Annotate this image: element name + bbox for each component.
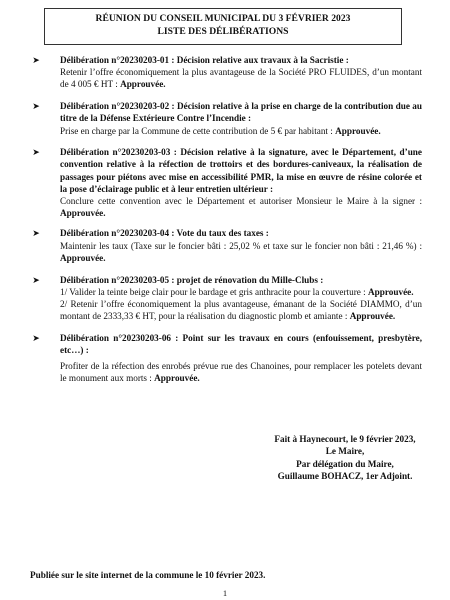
- arrow-bullet-icon: ➤: [32, 101, 40, 112]
- deliberation-heading: Délibération n°20230203-01 : Décision relative aux travaux à la Sacristie :: [60, 55, 349, 65]
- arrow-bullet-icon: ➤: [32, 332, 40, 343]
- result-label: Approuvée.: [349, 311, 396, 322]
- deliberation-text: Retenir l’offre économiquement la plus avantageuse de la Société PRO FLUIDES, d’un montant de 4 005 € HT : Approuvée.: [60, 67, 422, 90]
- deliberation-item: [30, 274, 422, 323]
- arrow-bullet-icon: ➤: [32, 147, 40, 158]
- deliberation-text: Maintenir les taux (Taxe sur le foncier bâti : 25,02 % et taxe sur le foncier non bâti : 21,46 %) : Approuvée.: [60, 240, 422, 263]
- signature-place-date: Fait à Haynecourt, le 9 février 2023,: [274, 434, 416, 444]
- page-number: 1: [222, 588, 228, 598]
- title-line-2: LISTE DES DÉLIBÉRATIONS: [157, 26, 289, 37]
- result-label: Approuvée.: [60, 208, 106, 219]
- arrow-bullet-icon: ➤: [32, 274, 40, 285]
- deliberation-heading: Délibération n°20230203-06 : Point sur les travaux en cours (enfouissement, presbytère, etc…) :: [60, 332, 422, 356]
- signature-block: [260, 433, 430, 483]
- signature-delegation: Par délégation du Maire,: [296, 458, 394, 469]
- result-label: Approuvée.: [154, 373, 200, 384]
- deliberation-item: [30, 332, 422, 385]
- signature-name: Guillaume BOHACZ, 1er Adjoint.: [277, 471, 413, 482]
- publication-note: Publiée sur le site internet de la commune le 10 février 2023.: [30, 570, 266, 580]
- deliberation-text: Prise en charge par la Commune de cette contribution de 5 € par habitant : Approuvée.: [60, 125, 381, 136]
- deliberation-heading: Délibération n°20230203-03 : Décision relative à la signature, avec le Département, d’une convention relative à la réfection de trottoirs et des bordures-caniveaux, la réalisation de passages pour piétons avec mise en accessibilité PMR, la mise en œuvre de résine colorée et la pose d’éclairage public et à leur entretien ultérieur :: [60, 147, 422, 194]
- deliberation-heading: Délibération n°20230203-04 : Vote du taux des taxes :: [60, 228, 269, 239]
- deliberation-item: [30, 54, 422, 91]
- deliberation-text: Profiter de la réfection des enrobés prévue rue des Chanoines, pour remplacer les potelets devant le monument aux morts : Approuvée.: [60, 361, 422, 384]
- deliberation-text: 2/ Retenir l’offre économiquement la plus avantageuse, émanant de la Société DIAMMO, d’un montant de 2333,33 € HT, pour la réalisation du diagnostic plomb et amiante : Approuvée.: [60, 298, 422, 322]
- result-label: Approuvée.: [60, 252, 106, 263]
- deliberation-text: 1/ Valider la teinte beige clair pour le bardage et gris anthracite pour la couverture : Approuvée.: [60, 286, 414, 297]
- title-line-1: RÉUNION DU CONSEIL MUNICIPAL DU 3 FÉVRIER 2023: [95, 13, 351, 24]
- result-label: Approuvée.: [335, 125, 381, 136]
- arrow-bullet-icon: ➤: [32, 55, 40, 65]
- deliberation-heading: Délibération n°20230203-05 : projet de rénovation du Mille-Clubs :: [60, 274, 324, 285]
- deliberation-item: [30, 227, 422, 264]
- deliberation-item: [30, 146, 422, 219]
- result-label: Approuvée.: [120, 79, 166, 90]
- signature-title: Le Maire,: [325, 446, 365, 457]
- deliberation-heading: Délibération n°20230203-02 : Décision relative à la prise en charge de la contribution due au titre de la Défense Extérieure Contre l’Incendie :: [60, 101, 422, 124]
- title-box: [44, 8, 402, 45]
- deliberation-list: [30, 54, 422, 394]
- deliberation-text: Conclure cette convention avec le Département et autoriser Monsieur le Maire à la signer : Approuvée.: [60, 196, 422, 219]
- result-label: Approuvée.: [368, 286, 414, 297]
- arrow-bullet-icon: ➤: [32, 228, 40, 239]
- deliberation-item: [30, 100, 422, 137]
